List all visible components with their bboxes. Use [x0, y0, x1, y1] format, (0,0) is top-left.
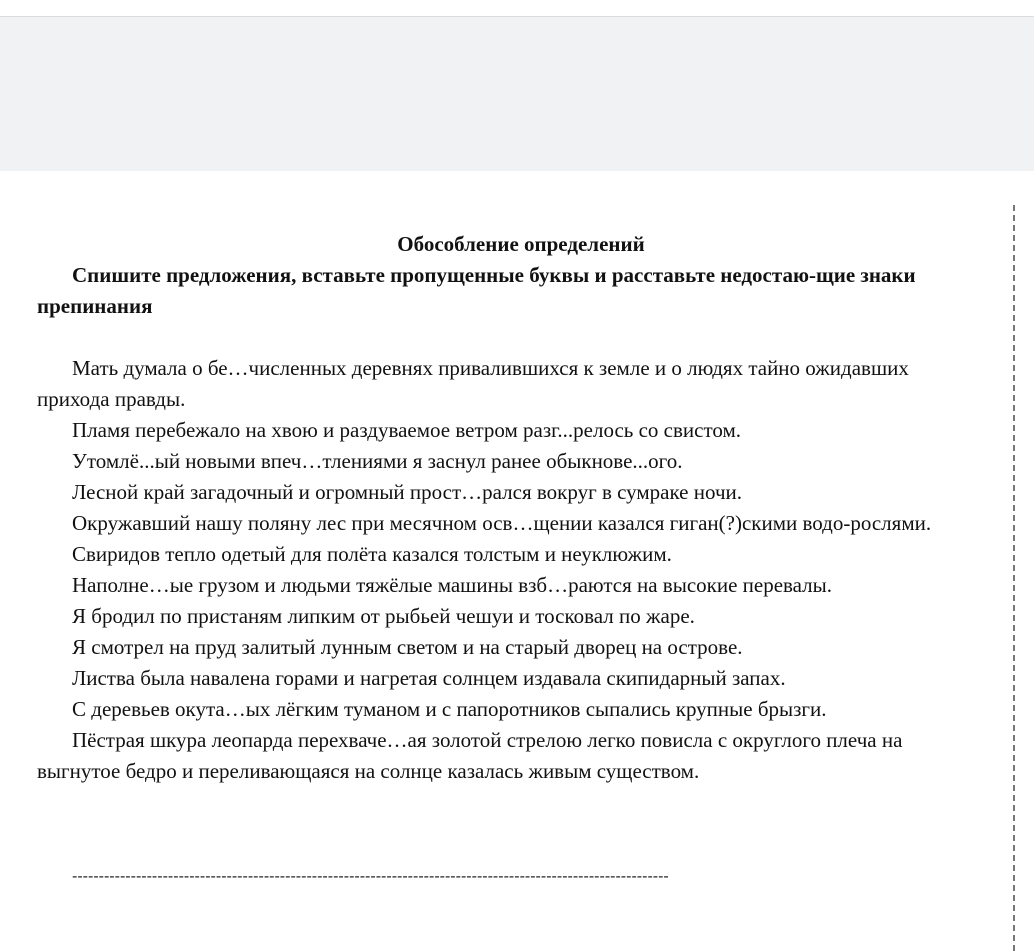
sentence: Я бродил по пристаням липким от рыбьей чешуи и тосковал по жаре. [72, 604, 695, 628]
document-title: Обособление определений [397, 232, 645, 256]
sentence: Пламя перебежало на хвою и раздуваемое ветром разг...релось со свистом. [72, 418, 742, 442]
sentence: Листва была навалена горами и нагретая солнцем издавала скипидарный запах. [72, 666, 786, 690]
sentence: Окружавший нашу поляну лес при месячном осв…щении казался гиган(?)скими водо-рослями. [72, 511, 932, 535]
task-instruction: Спишите предложения, вставьте пропущенные буквы и расставьте недостаю-щие знаки препинания [37, 263, 916, 318]
viewer-gray-area [0, 17, 1034, 171]
sentence: Наполне…ые грузом и людьми тяжёлые машины взб…раются на высокие перевалы. [72, 573, 833, 597]
exercise-sentences [37, 353, 972, 787]
sentence: Я смотрел на пруд залитый лунным светом и на старый дворец на острове. [72, 635, 743, 659]
sentence: Лесной край загадочный и огромный прост…рался вокруг в сумраке ночи. [72, 480, 742, 504]
sentence: Мать думала о бе…численных деревнях привалившихся к земле и о людях тайно ожидавших прихода правды. [37, 356, 909, 411]
page-margin-dashed-line [1013, 205, 1015, 951]
sentence: Утомлё...ый новыми впеч…тлениями я заснул ранее обыкнове...ого. [72, 449, 683, 473]
bottom-dashed-rule: ---------------------------------------------------------------------------------------------------------------- [72, 868, 669, 885]
sentence: Свиридов тепло одетый для полёта казался толстым и неуклюжим. [72, 542, 672, 566]
viewer-top-bar [0, 0, 1034, 17]
sentence: Пёстрая шкура леопарда перехваче…ая золотой стрелою легко повисла с округлого плеча на выгнутое бедро и переливающаяся на солнце казалась живым существом. [37, 728, 903, 783]
sentence: С деревьев окута…ых лёгким туманом и с папоротников сыпались крупные брызги. [72, 697, 827, 721]
